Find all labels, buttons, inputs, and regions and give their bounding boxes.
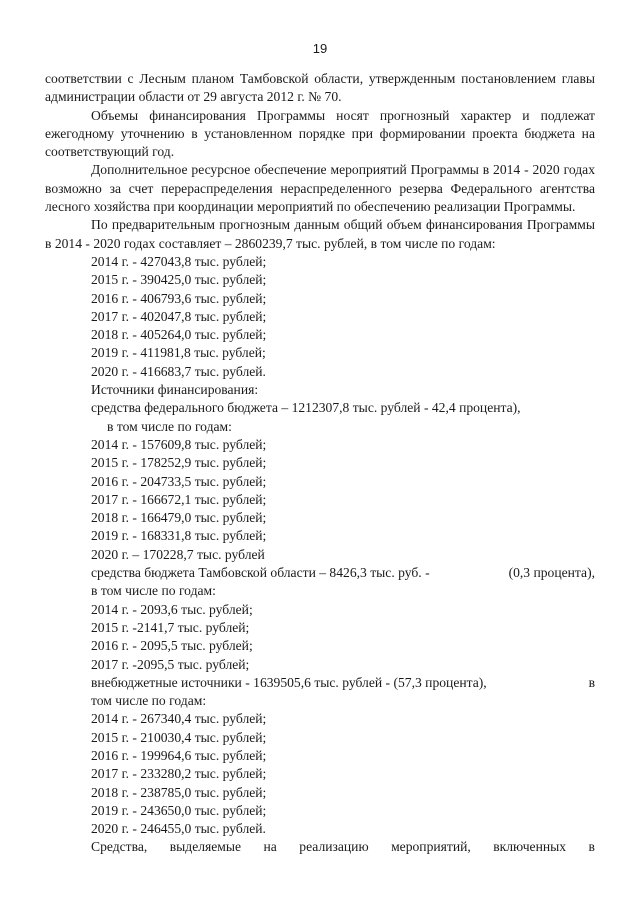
paragraph-4: По предварительным прогнозным данным общий объем финансирования Программы в 2014 - 2020 годах составляет – 2860239,7 тыс. рублей, в том числе по годам: xyxy=(45,217,595,251)
list-item: 2020 г. – 170228,7 тыс. рублей xyxy=(91,546,265,562)
list-item: 2019 г. - 168331,8 тыс. рублей; xyxy=(91,528,267,544)
total-by-year-list xyxy=(45,253,595,381)
paragraph-3: Дополнительное ресурсное обеспечение мероприятий Программы в 2014 - 2020 годах возможно за счет перераспределения нераспределенного резерва Федерального агентства лесного хозяйства при координации мероприятий по обеспечению реализации Программы. xyxy=(45,162,595,215)
list-item: 2016 г. - 406793,6 тыс. рублей; xyxy=(91,290,267,306)
extrabudget-line-1-left: внебюджетные источники - 1639505,6 тыс. рублей - (57,3 процента), xyxy=(91,674,487,690)
word: Средства, xyxy=(91,839,148,855)
federal-section xyxy=(45,399,595,564)
list-item: 2016 г. - 204733,5 тыс. рублей; xyxy=(91,473,267,489)
federal-line-1: средства федерального бюджета – 1212307,8 тыс. рублей - 42,4 процента), xyxy=(91,400,521,416)
document-body xyxy=(45,70,595,857)
extrabudget-section xyxy=(45,674,595,839)
extrabudget-line-1-right: в xyxy=(588,674,595,690)
list-item: 2014 г. - 267340,4 тыс. рублей; xyxy=(91,711,267,727)
page-number: 19 xyxy=(312,41,328,56)
regional-line-2: в том числе по годам: xyxy=(91,583,216,599)
word: на xyxy=(263,839,277,855)
extrabudget-line-1 xyxy=(45,674,595,692)
final-line xyxy=(45,838,595,856)
word: мероприятий, xyxy=(391,839,471,855)
extrabudget-line-2: том числе по годам: xyxy=(91,693,207,709)
word: выделяемые xyxy=(169,839,242,855)
list-item: 2015 г. - 210030,4 тыс. рублей; xyxy=(91,729,267,745)
list-item: 2017 г. -2095,5 тыс. рублей; xyxy=(91,656,250,672)
federal-line-2: в том числе по годам: xyxy=(107,418,232,434)
word: реализацию xyxy=(299,839,369,855)
list-item: 2018 г. - 405264,0 тыс. рублей; xyxy=(91,327,267,343)
paragraph-2: Объемы финансирования Программы носят прогнозный характер и подлежат ежегодному уточнению в установленном порядке при формировании проекта бюджета на соответствующий год. xyxy=(45,107,595,160)
list-item: 2018 г. - 238785,0 тыс. рублей; xyxy=(91,784,267,800)
sources-heading: Источники финансирования: xyxy=(91,382,259,398)
list-item: 2019 г. - 411981,8 тыс. рублей; xyxy=(91,345,266,361)
list-item: 2014 г. - 427043,8 тыс. рублей; xyxy=(91,253,267,269)
list-item: 2015 г. -2141,7 тыс. рублей; xyxy=(91,619,250,635)
list-item: 2016 г. - 2095,5 тыс. рублей; xyxy=(91,638,253,654)
regional-section xyxy=(45,564,595,674)
regional-line-1 xyxy=(45,564,595,582)
list-item: 2018 г. - 166479,0 тыс. рублей; xyxy=(91,510,267,526)
list-item: 2014 г. - 2093,6 тыс. рублей; xyxy=(91,601,253,617)
list-item: 2017 г. - 166672,1 тыс. рублей; xyxy=(91,491,267,507)
list-item: 2017 г. - 402047,8 тыс. рублей; xyxy=(91,308,267,324)
regional-line-1-right: (0,3 процента), xyxy=(508,565,595,581)
word: в xyxy=(588,839,595,855)
list-item: 2015 г. - 178252,9 тыс. рублей; xyxy=(91,455,267,471)
paragraph-1: соответствии с Лесным планом Тамбовской области, утвержденным постановлением главы администрации области от 29 августа 2012 г. № 70. xyxy=(45,71,595,105)
list-item: 2014 г. - 157609,8 тыс. рублей; xyxy=(91,436,267,452)
list-item: 2019 г. - 243650,0 тыс. рублей; xyxy=(91,802,267,818)
regional-line-1-left: средства бюджета Тамбовской области – 8426,3 тыс. руб. - xyxy=(91,565,430,581)
list-item: 2015 г. - 390425,0 тыс. рублей; xyxy=(91,272,267,288)
list-item: 2020 г. - 416683,7 тыс. рублей. xyxy=(91,363,266,379)
list-item: 2016 г. - 199964,6 тыс. рублей; xyxy=(91,747,267,763)
list-item: 2017 г. - 233280,2 тыс. рублей; xyxy=(91,766,267,782)
list-item: 2020 г. - 246455,0 тыс. рублей. xyxy=(91,821,266,837)
word: включенных xyxy=(493,839,567,855)
